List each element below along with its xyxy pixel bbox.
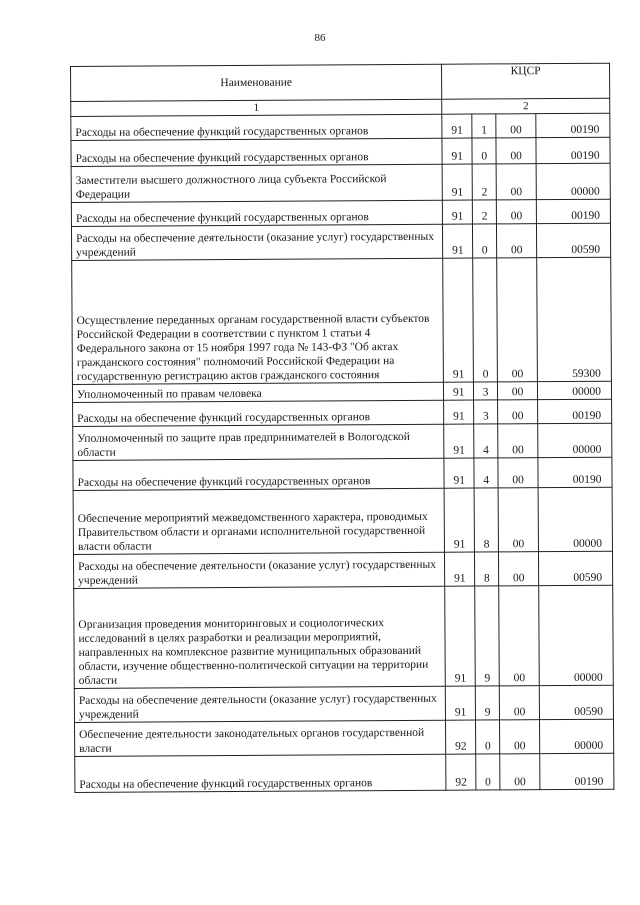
table-row bbox=[71, 113, 610, 140]
kcsr-subprogram-cell: 3 bbox=[474, 382, 498, 400]
kcsr-program-cell: 91 bbox=[444, 400, 474, 424]
row-name-cell: Расходы на обеспечение функций государственных органов bbox=[71, 138, 442, 166]
kcsr-event-cell: 00 bbox=[500, 754, 540, 790]
row-name-cell: Расходы на обеспечение деятельности (оказание услуг) государственных учреждений bbox=[74, 686, 445, 722]
kcsr-program-cell: 91 bbox=[442, 114, 472, 138]
kcsr-event-cell: 00 bbox=[499, 686, 539, 720]
table-row bbox=[75, 719, 614, 756]
kcsr-subprogram-cell: 9 bbox=[475, 586, 500, 686]
table-row bbox=[71, 199, 610, 226]
kcsr-program-cell: 91 bbox=[445, 552, 475, 586]
kcsr-direction-cell: 00190 bbox=[540, 753, 614, 789]
row-name-cell: Организация проведения мониторинговых и социологических исследований в целях разработки и реализации мероприятий, направленных на комплексное развитие муниципальных образований области, изучение общественно-политической ситуации на территории области bbox=[74, 586, 446, 688]
kcsr-direction-cell: 00590 bbox=[537, 223, 611, 257]
row-name-cell: Расходы на обеспечение функций государственных органов bbox=[71, 114, 442, 140]
row-name-cell: Обеспечение деятельности законодательных органов государственной власти bbox=[75, 720, 446, 756]
table-row bbox=[73, 457, 612, 490]
table-row bbox=[73, 399, 612, 426]
row-name-cell: Расходы на обеспечение функций государственных органов bbox=[73, 458, 444, 490]
budget-table bbox=[70, 63, 614, 793]
kcsr-program-cell: 91 bbox=[445, 586, 476, 686]
table-row bbox=[74, 585, 614, 688]
kcsr-direction-cell: 00000 bbox=[540, 719, 614, 753]
kcsr-program-cell: 92 bbox=[446, 720, 476, 754]
table-row bbox=[71, 163, 610, 202]
kcsr-event-cell: 00 bbox=[497, 258, 538, 382]
table-row bbox=[71, 223, 610, 260]
column-header-name: Наименование bbox=[71, 64, 442, 101]
kcsr-subprogram-cell: 0 bbox=[473, 258, 498, 382]
row-name-cell: Уполномоченный по правам человека bbox=[72, 382, 443, 402]
table-row bbox=[73, 551, 612, 588]
column-header-kcsr: КЦСР bbox=[442, 63, 610, 99]
kcsr-program-cell: 91 bbox=[443, 258, 474, 382]
kcsr-event-cell: 00 bbox=[498, 458, 538, 488]
kcsr-program-cell: 91 bbox=[445, 686, 475, 720]
kcsr-subprogram-cell: 3 bbox=[474, 400, 498, 424]
kcsr-event-cell: 00 bbox=[499, 586, 540, 686]
kcsr-direction-cell: 00000 bbox=[536, 163, 610, 199]
kcsr-direction-cell: 00590 bbox=[539, 551, 613, 585]
kcsr-direction-cell: 00190 bbox=[536, 199, 610, 223]
table-row bbox=[72, 257, 612, 384]
kcsr-direction-cell: 00000 bbox=[539, 585, 614, 685]
kcsr-event-cell: 00 bbox=[498, 424, 538, 458]
kcsr-event-cell: 00 bbox=[498, 400, 538, 424]
kcsr-program-cell: 91 bbox=[444, 424, 474, 458]
row-name-cell: Расходы на обеспечение деятельности (оказание услуг) государственных учреждений bbox=[71, 224, 442, 260]
row-name-cell: Заместители высшего должностного лица субъекта Российской Федерации bbox=[71, 164, 442, 202]
row-name-cell: Уполномоченный по защите прав предпринимателей в Вологодской области bbox=[73, 424, 444, 460]
kcsr-event-cell: 00 bbox=[496, 138, 536, 164]
kcsr-subprogram-cell: 0 bbox=[473, 224, 497, 258]
kcsr-direction-cell: 00190 bbox=[538, 399, 612, 423]
table-row bbox=[74, 685, 613, 722]
kcsr-direction-cell: 00190 bbox=[536, 137, 610, 163]
kcsr-program-cell: 91 bbox=[442, 138, 472, 164]
kcsr-program-cell: 91 bbox=[443, 200, 473, 224]
kcsr-event-cell: 00 bbox=[498, 382, 538, 400]
kcsr-program-cell: 91 bbox=[444, 488, 474, 552]
kcsr-subprogram-cell: 8 bbox=[474, 488, 498, 552]
row-name-cell: Расходы на обеспечение деятельности (оказание услуг) государственных учреждений bbox=[73, 552, 444, 588]
kcsr-subprogram-cell: 1 bbox=[472, 114, 496, 138]
kcsr-direction-cell: 00000 bbox=[538, 423, 612, 457]
kcsr-subprogram-cell: 2 bbox=[472, 200, 496, 224]
row-name-cell: Обеспечение мероприятий межведомственного характера, проводимых Правительством области и органами исполнительной государственной власти области bbox=[73, 488, 445, 554]
kcsr-event-cell: 00 bbox=[498, 488, 538, 552]
kcsr-program-cell: 91 bbox=[444, 458, 474, 488]
kcsr-program-cell: 91 bbox=[444, 382, 474, 400]
column-number-kcsr: 2 bbox=[442, 98, 610, 114]
kcsr-event-cell: 00 bbox=[496, 200, 536, 224]
kcsr-direction-cell: 00190 bbox=[538, 457, 612, 487]
kcsr-direction-cell: 00000 bbox=[538, 487, 612, 551]
kcsr-subprogram-cell: 4 bbox=[474, 458, 498, 488]
kcsr-program-cell: 92 bbox=[446, 754, 476, 790]
kcsr-subprogram-cell: 2 bbox=[472, 164, 496, 200]
kcsr-event-cell: 00 bbox=[496, 114, 536, 138]
column-number-name: 1 bbox=[71, 99, 442, 116]
row-name-cell: Расходы на обеспечение функций государственных органов bbox=[73, 400, 444, 426]
kcsr-direction-cell: 00190 bbox=[536, 113, 610, 137]
kcsr-subprogram-cell: 0 bbox=[472, 138, 496, 164]
row-name-cell: Расходы на обеспечение функций государственных органов bbox=[75, 754, 446, 792]
page-number: 86 bbox=[314, 32, 326, 44]
kcsr-subprogram-cell: 8 bbox=[475, 552, 499, 586]
kcsr-subprogram-cell: 9 bbox=[475, 686, 499, 720]
kcsr-subprogram-cell: 0 bbox=[476, 720, 500, 754]
table-row bbox=[71, 137, 610, 166]
table-row bbox=[75, 753, 614, 792]
kcsr-direction-cell: 00000 bbox=[538, 381, 612, 399]
kcsr-program-cell: 91 bbox=[442, 164, 472, 200]
table-row bbox=[73, 423, 612, 460]
kcsr-direction-cell: 59300 bbox=[537, 257, 612, 381]
kcsr-program-cell: 91 bbox=[443, 224, 473, 258]
kcsr-event-cell: 00 bbox=[499, 552, 539, 586]
kcsr-subprogram-cell: 0 bbox=[476, 754, 500, 790]
kcsr-event-cell: 00 bbox=[500, 720, 540, 754]
table-row bbox=[73, 487, 612, 554]
kcsr-subprogram-cell: 4 bbox=[474, 424, 498, 458]
row-name-cell: Осуществление переданных органам государственной власти субъектов Российской Федерации в соответствии с пунктом 1 статьи 4 Федерального закона от 15 ноября 1997 года № 143-ФЗ "Об актах гражданского состояния" полномочий Российской Федерации на государственную регистрацию актов гражданского состояния bbox=[72, 258, 444, 384]
kcsr-event-cell: 00 bbox=[497, 224, 537, 258]
kcsr-event-cell: 00 bbox=[496, 164, 536, 200]
row-name-cell: Расходы на обеспечение функций государственных органов bbox=[71, 200, 442, 226]
kcsr-direction-cell: 00590 bbox=[539, 685, 613, 719]
